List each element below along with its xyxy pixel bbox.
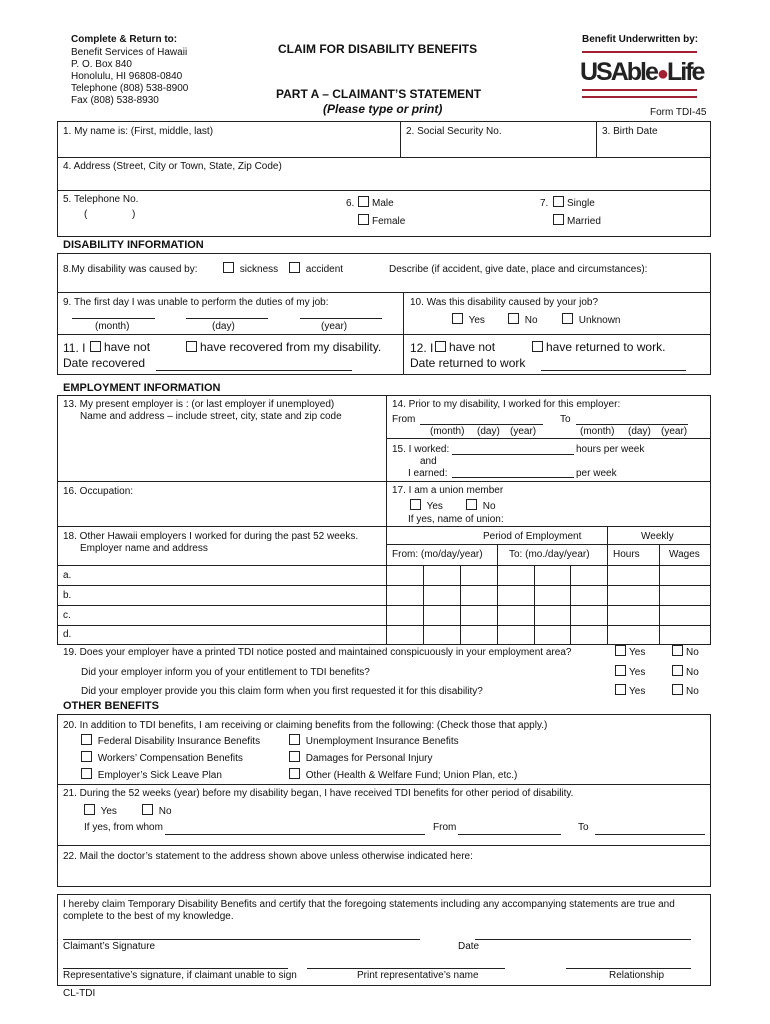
to-date-line[interactable] — [595, 834, 705, 835]
claim-text-2: complete to the best of my knowledge. — [63, 911, 234, 922]
date-recovered-line[interactable] — [156, 370, 352, 371]
q19b-yes-checkbox[interactable] — [615, 665, 645, 678]
prior-to-line[interactable] — [576, 424, 688, 425]
other-benefits-heading: OTHER BENEFITS — [63, 700, 159, 712]
logo-bar-top — [582, 51, 697, 53]
have-returned-label: have returned to work. — [546, 340, 666, 354]
divider — [607, 526, 608, 645]
checkbox-icon — [84, 804, 95, 815]
day-caption: (day) — [212, 321, 235, 332]
and-label: and — [420, 456, 437, 467]
job-no-checkbox[interactable] — [508, 313, 538, 326]
from-whom-line[interactable] — [165, 834, 425, 835]
table-row[interactable]: c. — [63, 610, 71, 621]
q15-label: 15. I worked: — [392, 444, 450, 455]
union-name-field[interactable]: If yes, name of union: — [408, 514, 504, 525]
checkbox-icon — [81, 734, 92, 745]
table-row[interactable]: b. — [63, 590, 72, 601]
occupation-field[interactable]: 16. Occupation: — [63, 486, 134, 497]
month-caption: (month) — [580, 426, 615, 437]
q12-number: 12. I — [410, 341, 434, 355]
underwritten-label: Benefit Underwritten by: — [582, 34, 699, 45]
yes-label: Yes — [629, 667, 646, 678]
checkbox-icon — [81, 751, 92, 762]
q19c-no-checkbox[interactable] — [672, 684, 699, 697]
day-line[interactable] — [186, 318, 268, 319]
job-unknown-checkbox[interactable] — [562, 313, 620, 326]
q21-yes-checkbox[interactable] — [84, 804, 117, 817]
no-label: No — [686, 647, 699, 658]
date-line[interactable] — [475, 939, 691, 940]
q19-label: 19. Does your employer have a printed TDI notice posted and maintained conspicuously in your employment area? — [63, 647, 572, 658]
from-label: From — [392, 414, 416, 425]
divider — [596, 121, 597, 157]
status-number: 7. — [540, 198, 549, 209]
workers-comp-checkbox[interactable] — [81, 751, 243, 764]
to-label: To — [578, 822, 589, 833]
checkbox-icon — [289, 262, 300, 273]
checkbox-icon — [532, 341, 543, 352]
have-not-label: have not — [449, 340, 496, 354]
earned-label: I earned: — [408, 468, 448, 479]
checkbox-icon — [289, 768, 300, 779]
unemployment-checkbox[interactable] — [289, 734, 459, 747]
checkbox-icon — [452, 313, 463, 324]
employment-heading: EMPLOYMENT INFORMATION — [63, 382, 221, 394]
rep-name-label: Print representative’s name — [357, 970, 479, 981]
claimant-signature-line[interactable] — [63, 939, 420, 940]
q14-label: 14. Prior to my disability, I worked for this employer: — [392, 399, 621, 410]
accident-label: accident — [305, 264, 344, 275]
damages-label: Damages for Personal Injury — [305, 753, 433, 764]
no-label: No — [524, 315, 538, 326]
sickness-checkbox[interactable] — [223, 262, 278, 275]
hours-per-week-label: hours per week — [576, 444, 645, 455]
federal-label: Federal Disability Insurance Benefits — [97, 736, 261, 747]
other-label: Other (Health & Welfare Fund; Union Plan, etc.) — [305, 770, 518, 781]
from-date-line[interactable] — [458, 834, 561, 835]
q12-have-not-checkbox[interactable] — [435, 340, 495, 354]
checkbox-icon — [553, 214, 564, 225]
unknown-label: Unknown — [578, 315, 621, 326]
phone-paren-close: ) — [132, 209, 136, 220]
cause-label: 8.My disability was caused by: — [63, 264, 198, 275]
day-caption: (day) — [628, 426, 651, 437]
rep-signature-label: Representative’s signature, if claimant unable to sign — [63, 970, 297, 981]
sick-leave-checkbox[interactable] — [81, 768, 222, 781]
checkbox-icon — [466, 499, 477, 510]
checkbox-icon — [358, 214, 369, 225]
logo-bar-bottom — [582, 96, 697, 98]
female-checkbox[interactable] — [358, 214, 405, 227]
checkbox-icon — [81, 768, 92, 779]
yes-label: Yes — [629, 686, 646, 697]
claim-text-1: I hereby claim Temporary Disability Benefits and certify that the foregoing statements including any accompanying statements are true and — [63, 899, 675, 910]
from-whom-label: If yes, from whom — [84, 822, 163, 833]
date-returned-label: Date returned to work — [410, 356, 526, 370]
checkbox-icon — [142, 804, 153, 815]
other-checkbox[interactable] — [289, 768, 517, 781]
checkbox-icon — [358, 196, 369, 207]
phone-field[interactable]: 5. Telephone No. — [63, 194, 139, 205]
describe-field[interactable]: Describe (if accident, give date, place and circumstances): — [389, 264, 648, 275]
have-recovered-label: have recovered from my disability. — [200, 340, 382, 354]
divider — [460, 565, 461, 645]
address-line-3: Honolulu, HI 96808-0840 — [71, 71, 183, 82]
divider — [57, 565, 711, 566]
table-row[interactable]: d. — [63, 629, 72, 640]
year-caption: (year) — [661, 426, 688, 437]
date-label: Date — [458, 941, 480, 952]
checkbox-icon — [289, 751, 300, 762]
to-col-header: To: (mo./day/year) — [509, 549, 590, 560]
form-title: CLAIM FOR DISABILITY BENEFITS — [278, 42, 478, 56]
yes-label: Yes — [629, 647, 646, 658]
job-caused-label: 10. Was this disability caused by your job? — [410, 297, 599, 308]
wages-col-header: Wages — [669, 549, 700, 560]
from-col-header: From: (mo/day/year) — [392, 549, 483, 560]
address-line-5: Fax (808) 538-8930 — [71, 95, 159, 106]
checkbox-icon — [410, 499, 421, 510]
q13-label: 13. My present employer is : (or last employer if unemployed) — [63, 399, 335, 410]
relationship-label: Relationship — [609, 970, 665, 981]
checkbox-icon — [672, 684, 683, 695]
no-label: No — [158, 806, 172, 817]
q19c-yes-checkbox[interactable] — [615, 684, 645, 697]
divider — [659, 544, 660, 645]
date-recovered-label: Date recovered — [63, 356, 146, 370]
no-label: No — [482, 501, 496, 512]
q19-yes-checkbox[interactable] — [615, 645, 645, 658]
q11-number: 11. I — [63, 341, 86, 355]
logo-life: Life — [667, 58, 704, 86]
hours-line[interactable] — [452, 454, 574, 455]
divider — [57, 481, 711, 482]
period-label: Period of Employment — [483, 531, 582, 542]
relationship-line[interactable] — [566, 968, 691, 969]
year-caption: (year) — [510, 426, 537, 437]
per-week-label: per week — [576, 468, 617, 479]
workers-comp-label: Workers’ Compensation Benefits — [97, 753, 243, 764]
address-line-4: Telephone (808) 538-8900 — [71, 83, 189, 94]
q19c-label: Did your employer provide you this claim form when you first requested it for this disability? — [81, 686, 483, 697]
weekly-label: Weekly — [641, 531, 674, 542]
yes-label: Yes — [426, 501, 443, 512]
hours-col-header: Hours — [613, 549, 640, 560]
day-caption: (day) — [477, 426, 500, 437]
address-line-2: P. O. Box 840 — [71, 59, 132, 70]
checkbox-icon — [223, 262, 234, 273]
divider — [570, 565, 571, 645]
female-label: Female — [372, 216, 406, 227]
disability-heading: DISABILITY INFORMATION — [63, 239, 204, 251]
checkbox-icon — [615, 665, 626, 676]
damages-checkbox[interactable] — [289, 751, 433, 764]
q11-recovered-checkbox[interactable] — [186, 340, 381, 354]
claimant-signature-label: Claimant’s Signature — [63, 941, 156, 952]
divider — [386, 395, 387, 645]
unemployment-label: Unemployment Insurance Benefits — [305, 736, 459, 747]
divider — [57, 334, 711, 335]
rep-signature-line[interactable] — [63, 968, 288, 969]
prior-from-line[interactable] — [420, 424, 543, 425]
checkbox-icon — [186, 341, 197, 352]
month-line[interactable] — [72, 318, 155, 319]
divider — [534, 565, 535, 645]
divider — [386, 438, 711, 439]
q22-field[interactable]: 22. Mail the doctor’s statement to the address shown above unless otherwise indicated here: — [63, 851, 473, 862]
birth-date-field[interactable]: 3. Birth Date — [602, 126, 658, 137]
checkbox-icon — [90, 341, 101, 352]
address-field[interactable]: 4. Address (Street, City or Town, State, Zip Code) — [63, 161, 282, 172]
year-line[interactable] — [300, 318, 382, 319]
job-yes-checkbox[interactable] — [452, 313, 485, 326]
q12-returned-checkbox[interactable] — [532, 340, 665, 354]
union-no-checkbox[interactable] — [466, 499, 496, 512]
sick-leave-label: Employer’s Sick Leave Plan — [97, 770, 222, 781]
checkbox-icon — [672, 665, 683, 676]
divider — [57, 526, 711, 527]
q21-no-checkbox[interactable] — [142, 804, 172, 817]
checkbox-icon — [508, 313, 519, 324]
checkbox-icon — [672, 645, 683, 656]
q21-label: 21. During the 52 weeks (year) before my disability began, I have received TDI benefits for other period of disability. — [63, 788, 574, 799]
divider — [57, 625, 711, 626]
checkbox-icon — [562, 313, 573, 324]
accident-checkbox[interactable] — [289, 262, 343, 275]
logo-bar-mid — [582, 89, 697, 91]
form-code: CL-TDI — [63, 988, 96, 999]
q19-no-checkbox[interactable] — [672, 645, 699, 658]
month-caption: (month) — [95, 321, 130, 332]
divider — [57, 605, 711, 606]
yes-label: Yes — [468, 315, 485, 326]
from-label: From — [433, 822, 457, 833]
union-yes-checkbox[interactable] — [410, 499, 443, 512]
to-label: To — [560, 414, 571, 425]
no-label: No — [686, 686, 699, 697]
q18-label: 18. Other Hawaii employers I worked for during the past 52 weeks. — [63, 531, 359, 542]
sickness-label: sickness — [239, 264, 279, 275]
checkbox-icon — [553, 196, 564, 207]
divider — [423, 565, 424, 645]
sex-number: 6. — [346, 198, 355, 209]
table-row[interactable]: a. — [63, 570, 72, 581]
q20-label: 20. In addition to TDI benefits, I am receiving or claiming benefits from the following: (Check those that apply.) — [63, 720, 548, 731]
part-subtitle: (Please type or print) — [323, 102, 443, 116]
rep-name-line[interactable] — [307, 968, 505, 969]
year-caption: (year) — [321, 321, 348, 332]
form-number: Form TDI-45 — [650, 107, 707, 118]
single-checkbox[interactable] — [553, 196, 595, 209]
part-title: PART A – CLAIMANT’S STATEMENT — [276, 87, 482, 101]
logo-us: USAble — [580, 58, 657, 86]
checkbox-icon — [435, 341, 446, 352]
first-day-label: 9. The first day I was unable to perform the duties of my job: — [63, 297, 329, 308]
single-label: Single — [567, 198, 595, 209]
ssn-field[interactable]: 2. Social Security No. — [406, 126, 502, 137]
divider — [400, 121, 401, 157]
usable-life-logo: USAble●Life — [580, 58, 704, 86]
have-not-label: have not — [104, 340, 151, 354]
month-caption: (month) — [430, 426, 465, 437]
male-label: Male — [372, 198, 394, 209]
divider — [57, 784, 711, 785]
q17-label: 17. I am a union member — [392, 485, 504, 496]
divider — [403, 292, 404, 375]
q13-sublabel: Name and address – include street, city, state and zip code — [80, 411, 342, 422]
no-label: No — [686, 667, 699, 678]
divider — [57, 292, 711, 293]
divider — [57, 190, 711, 191]
checkbox-icon — [289, 734, 300, 745]
checkbox-icon — [615, 684, 626, 695]
male-checkbox[interactable] — [358, 196, 394, 209]
yes-label: Yes — [100, 806, 117, 817]
q19b-no-checkbox[interactable] — [672, 665, 699, 678]
married-label: Married — [567, 216, 601, 227]
divider — [57, 845, 711, 846]
return-title: Complete & Return to: — [71, 34, 178, 45]
checkbox-icon — [615, 645, 626, 656]
q11-have-not-checkbox[interactable] — [90, 340, 150, 354]
divider — [57, 585, 711, 586]
phone-paren-open: ( — [84, 209, 88, 220]
divider — [497, 544, 498, 645]
date-returned-line[interactable] — [541, 370, 686, 371]
earned-line[interactable] — [452, 477, 574, 478]
divider — [57, 157, 711, 158]
address-line-1: Benefit Services of Hawaii — [71, 47, 188, 58]
q19b-label: Did your employer inform you of your entitlement to TDI benefits? — [81, 667, 370, 678]
q18-sublabel: Employer name and address — [80, 543, 208, 554]
federal-checkbox[interactable] — [81, 734, 260, 747]
name-field[interactable]: 1. My name is: (First, middle, last) — [63, 126, 214, 137]
married-checkbox[interactable] — [553, 214, 601, 227]
